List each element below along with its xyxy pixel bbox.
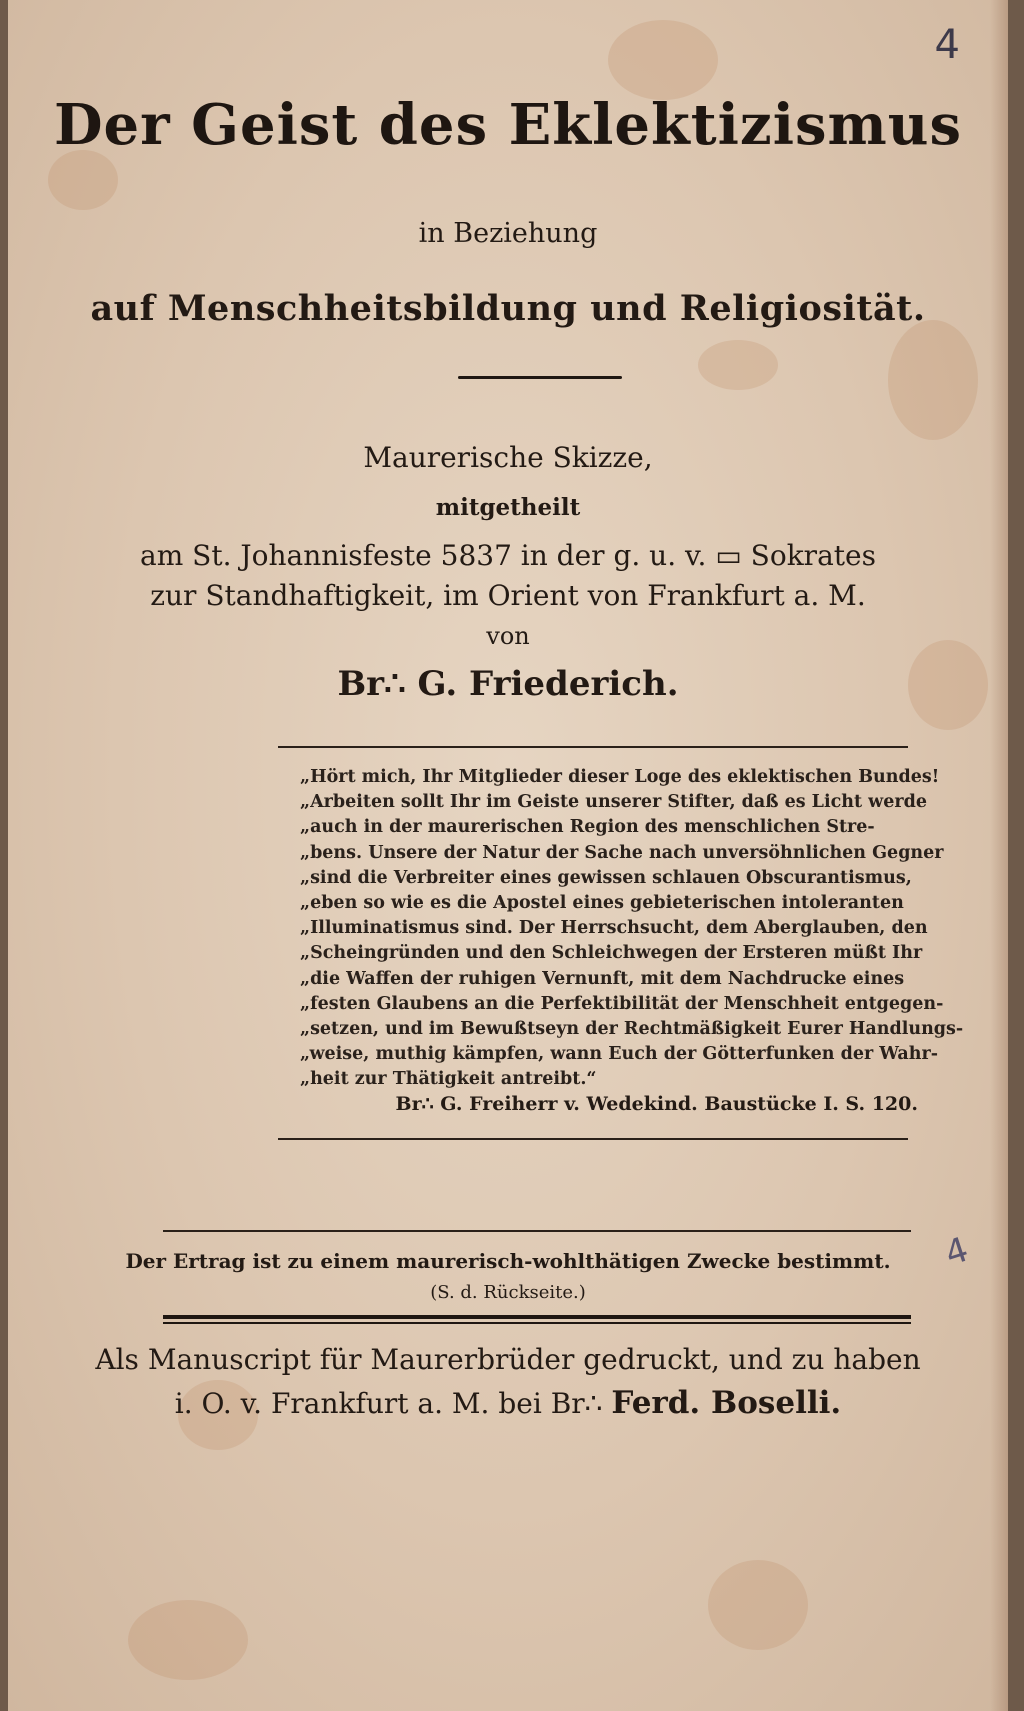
quote-citation: Br∴ G. Freiherr v. Wedekind. Baustücke I. S. 120. [395, 1093, 918, 1115]
quote-line: „Scheingründen und den Schleichwegen der Ersteren müßt Ihr [300, 943, 923, 964]
quote-line: „eben so wie es die Apostel eines gebieterischen intoleranten [300, 893, 904, 914]
see-back-note: (S. d. Rückseite.) [430, 1282, 586, 1303]
subtitle-line-2: auf Menschheitsbildung und Religiosität. [90, 288, 926, 329]
stain [708, 1560, 808, 1650]
proceeds-note: Der Ertrag ist zu einem maurerisch-wohlthätigen Zwecke bestimmt. [125, 1249, 891, 1273]
quote-line: „sind die Verbreiter eines gewissen schlauen Obscurantismus, [300, 867, 912, 888]
stain [888, 320, 978, 440]
author-name: Br∴ G. Friederich. [337, 664, 679, 704]
imprint-line-2 [8, 1385, 1008, 1421]
stain [128, 1600, 248, 1680]
handwritten-page-number: 4 [934, 22, 960, 68]
document-page [8, 0, 1008, 1711]
quote-line: „Illuminatismus sind. Der Herrschsucht, dem Aberglauben, den [300, 918, 928, 939]
subtitle-line-1: in Beziehung [418, 218, 598, 249]
imprint-location: i. O. v. Frankfurt a. M. bei Br∴ [174, 1387, 603, 1420]
quote-line: „Arbeiten sollt Ihr im Geiste unserer Stifter, daß es Licht werde [300, 792, 927, 813]
quote-rule-top [278, 746, 908, 748]
quote-line: „weise, muthig kämpfen, wann Euch der Götterfunken der Wahr- [300, 1044, 938, 1065]
quote-line: „heit zur Thätigkeit antreibt.“ [300, 1069, 597, 1090]
stain [608, 20, 718, 100]
quote-line: „Hört mich, Ihr Mitglieder dieser Loge des eklektischen Bundes! [300, 767, 940, 787]
quote-line: „festen Glaubens an die Perfektibilität der Menschheit entgegen- [300, 993, 944, 1014]
occasion-line-1: am St. Johannisfeste 5837 in der g. u. v. ▭ Sokrates [140, 539, 876, 572]
title-divider [458, 376, 622, 379]
handwritten-margin-mark: 4 [940, 1229, 974, 1275]
page-edge-shadow [990, 0, 1008, 1711]
stain [698, 340, 778, 390]
quote-line: „auch in der maurerischen Region des menschlichen Stre- [300, 817, 875, 838]
note-rule-top [163, 1230, 911, 1232]
epigraph-quote [300, 765, 964, 1093]
page-title: Der Geist des Eklektizismus [53, 92, 963, 158]
by-label: von [486, 622, 530, 650]
quote-line: „bens. Unsere der Natur der Sache nach unversöhnlichen Gegner [300, 842, 944, 863]
stain [48, 150, 118, 210]
occasion-line-2: zur Standhaftigkeit, im Orient von Frankfurt a. M. [150, 579, 866, 612]
publisher-name: Ferd. Boselli. [611, 1385, 842, 1421]
communicated-label: mitgetheilt [435, 494, 581, 521]
sketch-label: Maurerische Skizze, [363, 441, 653, 474]
quote-line: „setzen, und im Bewußtseyn der Rechtmäßigkeit Eurer Handlungs- [300, 1019, 964, 1040]
quote-rule-bottom [278, 1138, 908, 1140]
footer-double-rule [163, 1315, 911, 1319]
footer-double-rule [163, 1322, 911, 1324]
quote-line: „die Waffen der ruhigen Vernunft, mit dem Nachdrucke eines [300, 968, 905, 989]
imprint-line-1: Als Manuscript für Maurerbrüder gedruckt, und zu haben [95, 1343, 921, 1376]
